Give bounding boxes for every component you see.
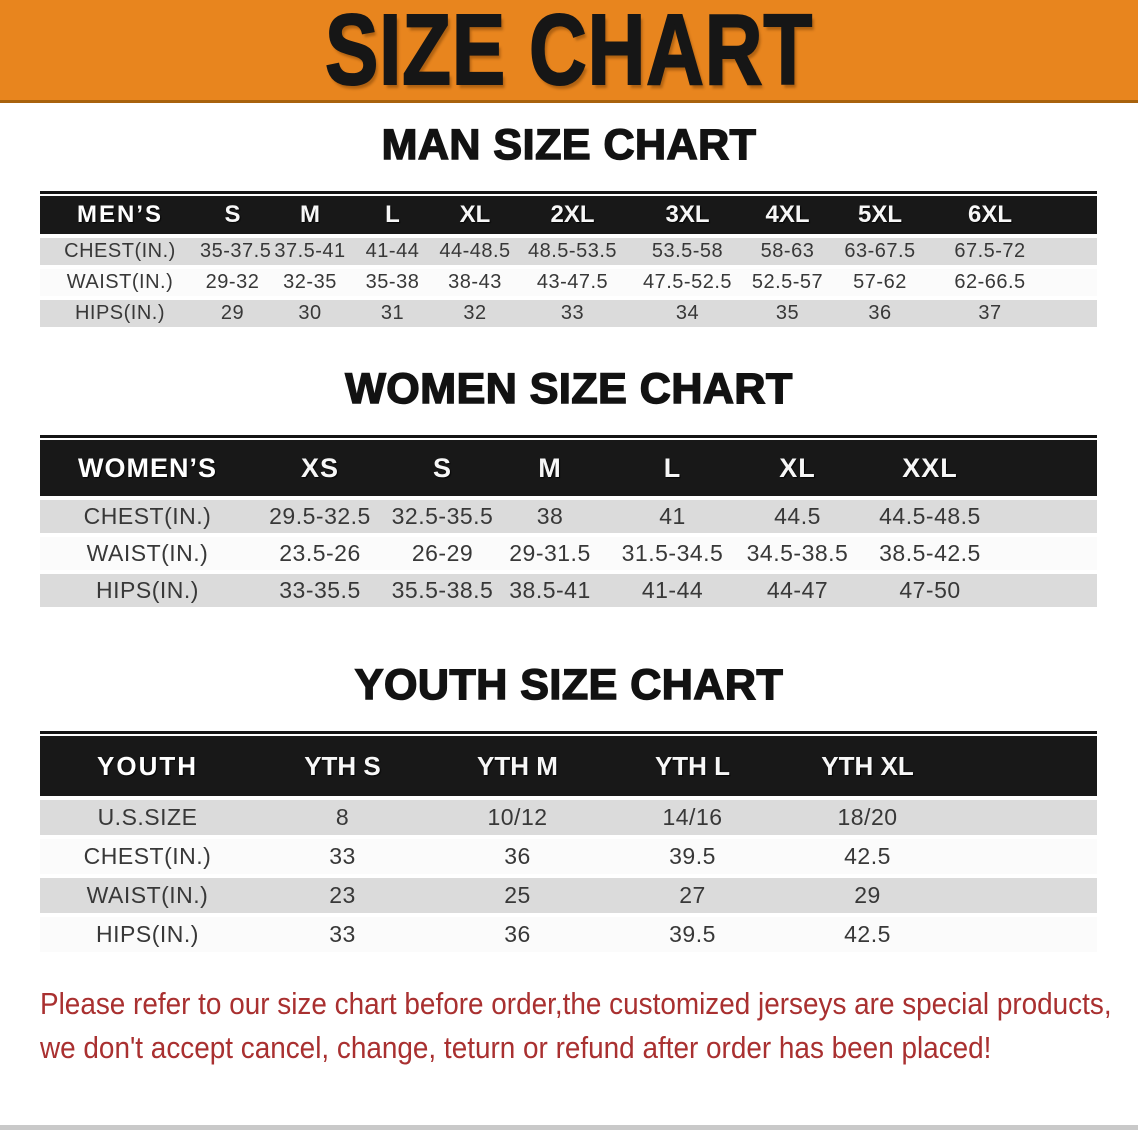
value-cell: 35-38 (355, 267, 430, 298)
value-cell: 41-44 (355, 236, 430, 267)
value-cell: 27 (605, 876, 780, 915)
youth-section-heading: YOUTH SIZE CHART (354, 661, 784, 709)
women-size-col-header: XXL (850, 440, 1010, 498)
women-section-heading: WOMEN SIZE CHART (345, 365, 793, 413)
men-chest-row (40, 236, 1097, 267)
men-section-heading: MAN SIZE CHART (381, 121, 757, 169)
bottom-edge-strip (0, 1125, 1138, 1130)
value-cell: 33 (520, 298, 625, 329)
disclaimer-text (40, 982, 1112, 1070)
value-cell: 33-35.5 (255, 572, 385, 609)
value-cell: 23.5-26 (255, 535, 385, 572)
value-cell: 36 (430, 915, 605, 954)
value-cell: 47.5-52.5 (625, 267, 750, 298)
value-cell: 44.5-48.5 (850, 498, 1010, 535)
row-filler (955, 876, 1097, 915)
youth-table-wrapper (40, 731, 1097, 956)
value-cell: 41 (600, 498, 745, 535)
youth-table-corner-label: YOUTH (40, 736, 255, 798)
row-label: WAIST(IN.) (40, 535, 255, 572)
men-size-col-header: 2XL (520, 196, 625, 236)
youth-waist-row (40, 876, 1097, 915)
men-header-filler (1045, 196, 1097, 236)
youth-size-col-header: YTH M (430, 736, 605, 798)
value-cell: 23 (255, 876, 430, 915)
youth-size-col-header: YTH L (605, 736, 780, 798)
women-size-col-header: S (385, 440, 500, 498)
value-cell: 44-47 (745, 572, 850, 609)
value-cell: 31.5-34.5 (600, 535, 745, 572)
youth-header-row (40, 736, 1097, 798)
women-size-col-header: L (600, 440, 745, 498)
value-cell: 42.5 (780, 915, 955, 954)
row-filler (1010, 498, 1097, 535)
youth-size-table (40, 736, 1097, 956)
youth-hips-row (40, 915, 1097, 954)
value-cell: 58-63 (750, 236, 825, 267)
women-size-table (40, 440, 1097, 611)
value-cell: 10/12 (430, 798, 605, 837)
youth-chest-row (40, 837, 1097, 876)
value-cell: 36 (430, 837, 605, 876)
disclaimer-line1: Please refer to our size chart before order,the customized jerseys are special products, (40, 986, 1112, 1021)
row-filler (955, 837, 1097, 876)
value-cell: 36 (825, 298, 935, 329)
row-filler (1045, 236, 1097, 267)
value-cell: 14/16 (605, 798, 780, 837)
value-cell: 37 (935, 298, 1045, 329)
value-cell: 44-48.5 (430, 236, 520, 267)
row-filler (1010, 535, 1097, 572)
men-table-wrapper (40, 191, 1097, 331)
value-cell: 18/20 (780, 798, 955, 837)
row-label: CHEST(IN.) (40, 498, 255, 535)
men-size-col-header: S (200, 196, 265, 236)
row-label: HIPS(IN.) (40, 572, 255, 609)
value-cell: 34 (625, 298, 750, 329)
youth-size-col-header: YTH XL (780, 736, 955, 798)
value-cell: 67.5-72 (935, 236, 1045, 267)
women-header-row (40, 440, 1097, 498)
value-cell: 26-29 (385, 535, 500, 572)
men-size-table (40, 196, 1097, 331)
value-cell: 35 (750, 298, 825, 329)
men-size-col-header: 6XL (935, 196, 1045, 236)
value-cell: 32 (430, 298, 520, 329)
row-filler (1010, 572, 1097, 609)
row-filler (955, 915, 1097, 954)
disclaimer-line2: we don't accept cancel, change, teturn or refund after order has been placed! (40, 1030, 992, 1065)
row-label: HIPS(IN.) (40, 915, 255, 954)
row-label: WAIST(IN.) (40, 267, 200, 298)
value-cell: 30 (265, 298, 355, 329)
value-cell: 38.5-42.5 (850, 535, 1010, 572)
women-table-wrapper (40, 435, 1097, 611)
row-label: U.S.SIZE (40, 798, 255, 837)
women-size-col-header: XL (745, 440, 850, 498)
value-cell: 39.5 (605, 915, 780, 954)
value-cell: 37.5-41 (265, 236, 355, 267)
value-cell: 33 (255, 915, 430, 954)
value-cell: 33 (255, 837, 430, 876)
men-size-col-header: 4XL (750, 196, 825, 236)
men-size-col-header: M (265, 196, 355, 236)
women-hips-row (40, 572, 1097, 609)
women-chest-row (40, 498, 1097, 535)
value-cell: 42.5 (780, 837, 955, 876)
youth-size-col-header: YTH S (255, 736, 430, 798)
value-cell: 8 (255, 798, 430, 837)
value-cell: 32.5-35.5 (385, 498, 500, 535)
men-size-col-header: L (355, 196, 430, 236)
women-table-corner-label: WOMEN’S (40, 440, 255, 498)
value-cell: 48.5-53.5 (520, 236, 625, 267)
youth-header-filler (955, 736, 1097, 798)
value-cell: 38.5-41 (500, 572, 600, 609)
women-size-col-header: M (500, 440, 600, 498)
value-cell: 35.5-38.5 (385, 572, 500, 609)
row-filler (955, 798, 1097, 837)
row-filler (1045, 298, 1097, 329)
value-cell: 29-32 (200, 267, 265, 298)
row-label: CHEST(IN.) (40, 837, 255, 876)
value-cell: 53.5-58 (625, 236, 750, 267)
value-cell: 25 (430, 876, 605, 915)
value-cell: 34.5-38.5 (745, 535, 850, 572)
row-label: CHEST(IN.) (40, 236, 200, 267)
men-size-col-header: XL (430, 196, 520, 236)
men-hips-row (40, 298, 1097, 329)
youth-ussize-row (40, 798, 1097, 837)
value-cell: 39.5 (605, 837, 780, 876)
row-label: HIPS(IN.) (40, 298, 200, 329)
value-cell: 31 (355, 298, 430, 329)
value-cell: 41-44 (600, 572, 745, 609)
row-label: WAIST(IN.) (40, 876, 255, 915)
value-cell: 32-35 (265, 267, 355, 298)
value-cell: 52.5-57 (750, 267, 825, 298)
value-cell: 62-66.5 (935, 267, 1045, 298)
value-cell: 29 (200, 298, 265, 329)
men-table-corner-label: MEN’S (40, 196, 200, 236)
men-header-row (40, 196, 1097, 236)
value-cell: 57-62 (825, 267, 935, 298)
women-size-col-header: XS (255, 440, 385, 498)
value-cell: 38-43 (430, 267, 520, 298)
row-filler (1045, 267, 1097, 298)
title-banner (0, 0, 1138, 106)
value-cell: 29 (780, 876, 955, 915)
value-cell: 43-47.5 (520, 267, 625, 298)
value-cell: 63-67.5 (825, 236, 935, 267)
women-header-filler (1010, 440, 1097, 498)
men-size-col-header: 3XL (625, 196, 750, 236)
value-cell: 38 (500, 498, 600, 535)
value-cell: 29.5-32.5 (255, 498, 385, 535)
value-cell: 35-37.5 (200, 236, 265, 267)
value-cell: 29-31.5 (500, 535, 600, 572)
page-title: SIZE CHART (325, 0, 813, 106)
men-size-col-header: 5XL (825, 196, 935, 236)
value-cell: 47-50 (850, 572, 1010, 609)
men-waist-row (40, 267, 1097, 298)
women-waist-row (40, 535, 1097, 572)
value-cell: 44.5 (745, 498, 850, 535)
